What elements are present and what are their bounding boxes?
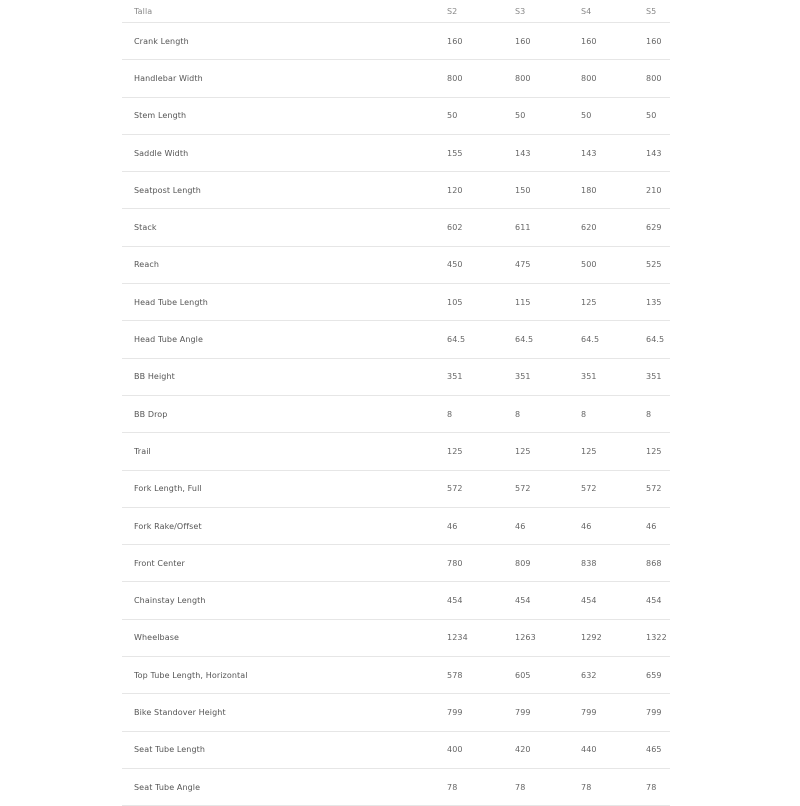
- row-value-s4: 500: [581, 246, 646, 283]
- row-value-s5: 454: [646, 582, 670, 619]
- header-size-s4: S4: [581, 0, 646, 23]
- row-label: Stack: [122, 209, 447, 246]
- row-value-s2: 120: [447, 172, 515, 209]
- row-value-s4: 160: [581, 23, 646, 60]
- table-row: [122, 60, 670, 97]
- row-value-s3: 800: [515, 60, 581, 97]
- row-value-s3: 351: [515, 358, 581, 395]
- row-label: Stem Length: [122, 97, 447, 134]
- header-size-s5: S5: [646, 0, 670, 23]
- table-row: [122, 545, 670, 582]
- row-value-s5: 351: [646, 358, 670, 395]
- row-label: Seat Tube Angle: [122, 768, 447, 805]
- row-value-s3: 809: [515, 545, 581, 582]
- row-value-s4: 64.5: [581, 321, 646, 358]
- row-label: Head Tube Length: [122, 284, 447, 321]
- table-row: [122, 507, 670, 544]
- row-value-s4: 800: [581, 60, 646, 97]
- row-value-s2: 450: [447, 246, 515, 283]
- row-value-s3: 8: [515, 395, 581, 432]
- row-value-s2: 454: [447, 582, 515, 619]
- table-row: [122, 619, 670, 656]
- row-label: Bike Standover Height: [122, 694, 447, 731]
- row-value-s3: 572: [515, 470, 581, 507]
- row-value-s2: 800: [447, 60, 515, 97]
- row-value-s5: 78: [646, 768, 670, 805]
- row-value-s3: 475: [515, 246, 581, 283]
- header-size-s2: S2: [447, 0, 515, 23]
- table-row: [122, 23, 670, 60]
- row-label: Chainstay Length: [122, 582, 447, 619]
- row-value-s5: 160: [646, 23, 670, 60]
- row-value-s4: 632: [581, 657, 646, 694]
- row-value-s2: 155: [447, 134, 515, 171]
- table-row: [122, 172, 670, 209]
- row-value-s4: 799: [581, 694, 646, 731]
- row-value-s3: 611: [515, 209, 581, 246]
- row-value-s4: 620: [581, 209, 646, 246]
- row-value-s3: 150: [515, 172, 581, 209]
- header-row: [122, 0, 670, 23]
- table-row: [122, 134, 670, 171]
- row-value-s4: 46: [581, 507, 646, 544]
- row-label: Wheelbase: [122, 619, 447, 656]
- row-value-s3: 78: [515, 768, 581, 805]
- row-value-s5: 50: [646, 97, 670, 134]
- row-value-s3: 605: [515, 657, 581, 694]
- table-row: [122, 470, 670, 507]
- row-value-s3: 125: [515, 433, 581, 470]
- table-row: [122, 694, 670, 731]
- row-value-s4: 78: [581, 768, 646, 805]
- table-row: [122, 209, 670, 246]
- table-row: [122, 768, 670, 805]
- row-value-s2: 578: [447, 657, 515, 694]
- row-value-s4: 838: [581, 545, 646, 582]
- table-row: [122, 731, 670, 768]
- row-value-s4: 1292: [581, 619, 646, 656]
- row-value-s5: 572: [646, 470, 670, 507]
- row-value-s2: 8: [447, 395, 515, 432]
- row-value-s2: 602: [447, 209, 515, 246]
- table-row: [122, 321, 670, 358]
- row-value-s5: 64.5: [646, 321, 670, 358]
- row-value-s5: 46: [646, 507, 670, 544]
- row-value-s2: 78: [447, 768, 515, 805]
- row-value-s3: 115: [515, 284, 581, 321]
- row-value-s5: 629: [646, 209, 670, 246]
- row-label: Trail: [122, 433, 447, 470]
- table-row: [122, 284, 670, 321]
- row-value-s3: 143: [515, 134, 581, 171]
- row-value-s4: 143: [581, 134, 646, 171]
- row-value-s5: 525: [646, 246, 670, 283]
- row-value-s2: 105: [447, 284, 515, 321]
- table-row: [122, 395, 670, 432]
- row-value-s2: 46: [447, 507, 515, 544]
- row-value-s5: 800: [646, 60, 670, 97]
- row-value-s5: 125: [646, 433, 670, 470]
- row-value-s5: 659: [646, 657, 670, 694]
- row-value-s4: 180: [581, 172, 646, 209]
- header-label-cell: Talla: [122, 0, 447, 23]
- row-value-s5: 799: [646, 694, 670, 731]
- table-body: [122, 23, 670, 806]
- row-value-s3: 50: [515, 97, 581, 134]
- row-value-s2: 799: [447, 694, 515, 731]
- row-value-s3: 1263: [515, 619, 581, 656]
- row-value-s4: 125: [581, 433, 646, 470]
- row-label: BB Drop: [122, 395, 447, 432]
- row-label: Crank Length: [122, 23, 447, 60]
- table-row: [122, 246, 670, 283]
- row-label: Head Tube Angle: [122, 321, 447, 358]
- row-label: Top Tube Length, Horizontal: [122, 657, 447, 694]
- row-value-s5: 8: [646, 395, 670, 432]
- row-label: Saddle Width: [122, 134, 447, 171]
- row-value-s2: 780: [447, 545, 515, 582]
- row-value-s3: 799: [515, 694, 581, 731]
- row-value-s5: 143: [646, 134, 670, 171]
- row-value-s4: 351: [581, 358, 646, 395]
- row-value-s5: 135: [646, 284, 670, 321]
- row-value-s2: 160: [447, 23, 515, 60]
- row-value-s2: 50: [447, 97, 515, 134]
- row-value-s5: 1322: [646, 619, 670, 656]
- table-row: [122, 582, 670, 619]
- row-value-s2: 64.5: [447, 321, 515, 358]
- row-label: Handlebar Width: [122, 60, 447, 97]
- row-label: Seat Tube Length: [122, 731, 447, 768]
- row-value-s4: 440: [581, 731, 646, 768]
- row-label: BB Height: [122, 358, 447, 395]
- row-value-s3: 64.5: [515, 321, 581, 358]
- row-value-s3: 454: [515, 582, 581, 619]
- row-value-s2: 351: [447, 358, 515, 395]
- geometry-table: [122, 0, 670, 806]
- row-value-s2: 572: [447, 470, 515, 507]
- row-label: Reach: [122, 246, 447, 283]
- row-value-s3: 160: [515, 23, 581, 60]
- row-value-s3: 46: [515, 507, 581, 544]
- row-value-s5: 465: [646, 731, 670, 768]
- row-value-s5: 868: [646, 545, 670, 582]
- table-row: [122, 657, 670, 694]
- table-row: [122, 97, 670, 134]
- row-label: Fork Length, Full: [122, 470, 447, 507]
- row-value-s4: 8: [581, 395, 646, 432]
- row-label: Front Center: [122, 545, 447, 582]
- row-value-s2: 1234: [447, 619, 515, 656]
- row-value-s4: 125: [581, 284, 646, 321]
- row-label: Seatpost Length: [122, 172, 447, 209]
- row-label: Fork Rake/Offset: [122, 507, 447, 544]
- row-value-s4: 50: [581, 97, 646, 134]
- table-row: [122, 433, 670, 470]
- header-size-s3: S3: [515, 0, 581, 23]
- row-value-s4: 572: [581, 470, 646, 507]
- table-header: [122, 0, 670, 23]
- row-value-s2: 125: [447, 433, 515, 470]
- row-value-s2: 400: [447, 731, 515, 768]
- table-row: [122, 358, 670, 395]
- row-value-s3: 420: [515, 731, 581, 768]
- row-value-s4: 454: [581, 582, 646, 619]
- row-value-s5: 210: [646, 172, 670, 209]
